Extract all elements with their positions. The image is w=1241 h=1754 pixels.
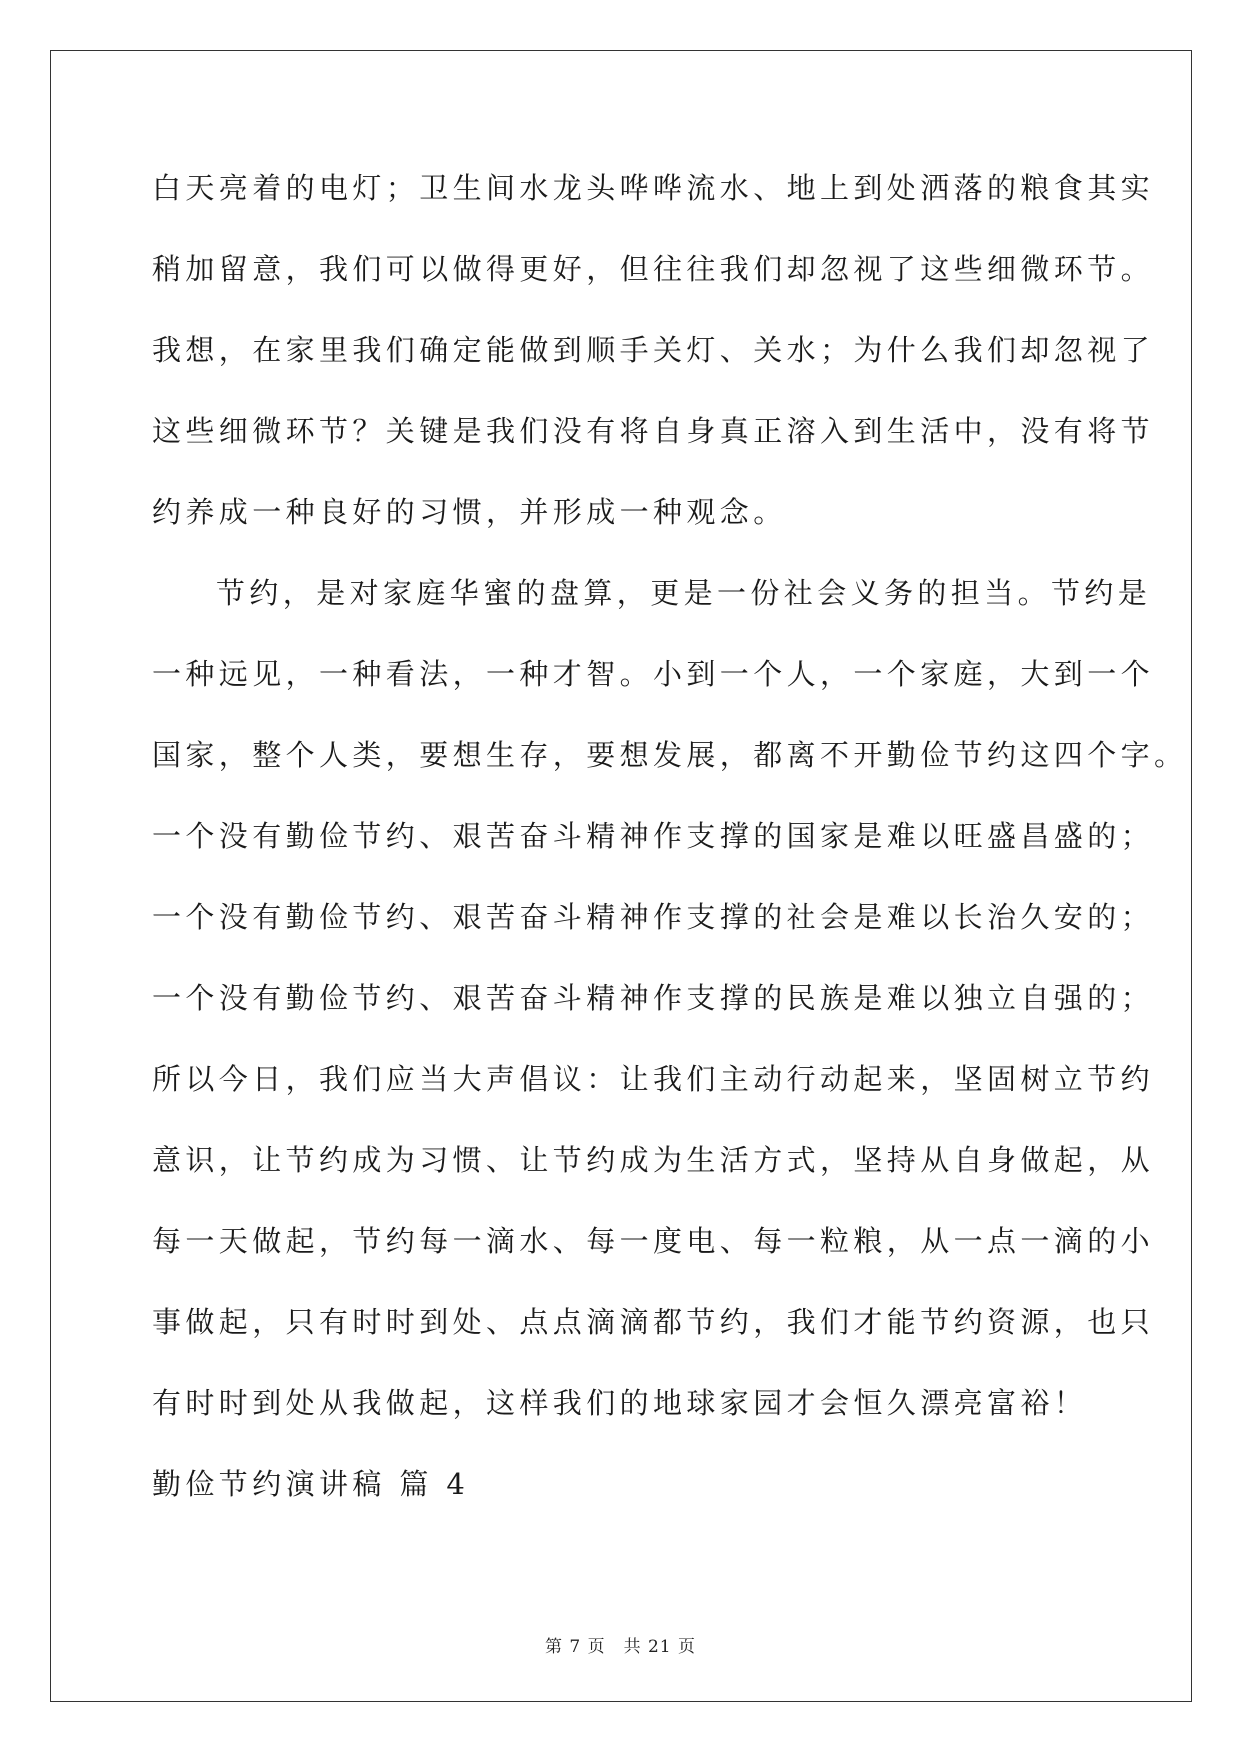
text-line: 稍加留意，我们可以做得更好，但往往我们却忽视了这些细微环节。: [152, 252, 1155, 286]
text-line: 每一天做起，节约每一滴水、每一度电、每一粒粮，从一点一滴的小: [152, 1224, 1155, 1258]
text-line: 意识，让节约成为习惯、让节约成为生活方式，坚持从自身做起，从: [152, 1143, 1155, 1177]
text-line: 这些细微环节？关键是我们没有将自身真正溶入到生活中，没有将节: [152, 414, 1155, 448]
section-heading: 勤俭节约演讲稿 篇 4: [152, 1467, 470, 1501]
text-line: 所以今日，我们应当大声倡议：让我们主动行动起来，坚固树立节约: [152, 1062, 1155, 1096]
text-line: 事做起，只有时时到处、点点滴滴都节约，我们才能节约资源，也只: [152, 1305, 1155, 1339]
text-line: 白天亮着的电灯；卫生间水龙头哗哗流水、地上到处洒落的粮食其实: [152, 171, 1155, 205]
document-body: [152, 148, 1188, 1525]
text-line: 国家，整个人类，要想生存，要想发展，都离不开勤俭节约这四个字。: [152, 738, 1188, 772]
page-total: 共 21 页: [623, 1637, 697, 1657]
page-number: 第 7 页: [544, 1637, 606, 1657]
text-line: 一个没有勤俭节约、艰苦奋斗精神作支撑的社会是难以长治久安的；: [152, 900, 1155, 934]
text-line: 有时时到处从我做起，这样我们的地球家园才会恒久漂亮富裕！: [152, 1386, 1088, 1420]
text-line: 一个没有勤俭节约、艰苦奋斗精神作支撑的民族是难以独立自强的；: [152, 981, 1155, 1015]
paragraph-start-line: 节约，是对家庭华蜜的盘算，更是一份社会义务的担当。节约是: [216, 576, 1152, 610]
text-line: 我想，在家里我们确定能做到顺手关灯、关水；为什么我们却忽视了: [152, 333, 1155, 367]
text-line: 一种远见，一种看法，一种才智。小到一个人，一个家庭，大到一个: [152, 657, 1155, 691]
text-line: 一个没有勤俭节约、艰苦奋斗精神作支撑的国家是难以旺盛昌盛的；: [152, 819, 1155, 853]
page-footer: [0, 1632, 1241, 1657]
text-line: 约养成一种良好的习惯，并形成一种观念。: [152, 495, 787, 529]
